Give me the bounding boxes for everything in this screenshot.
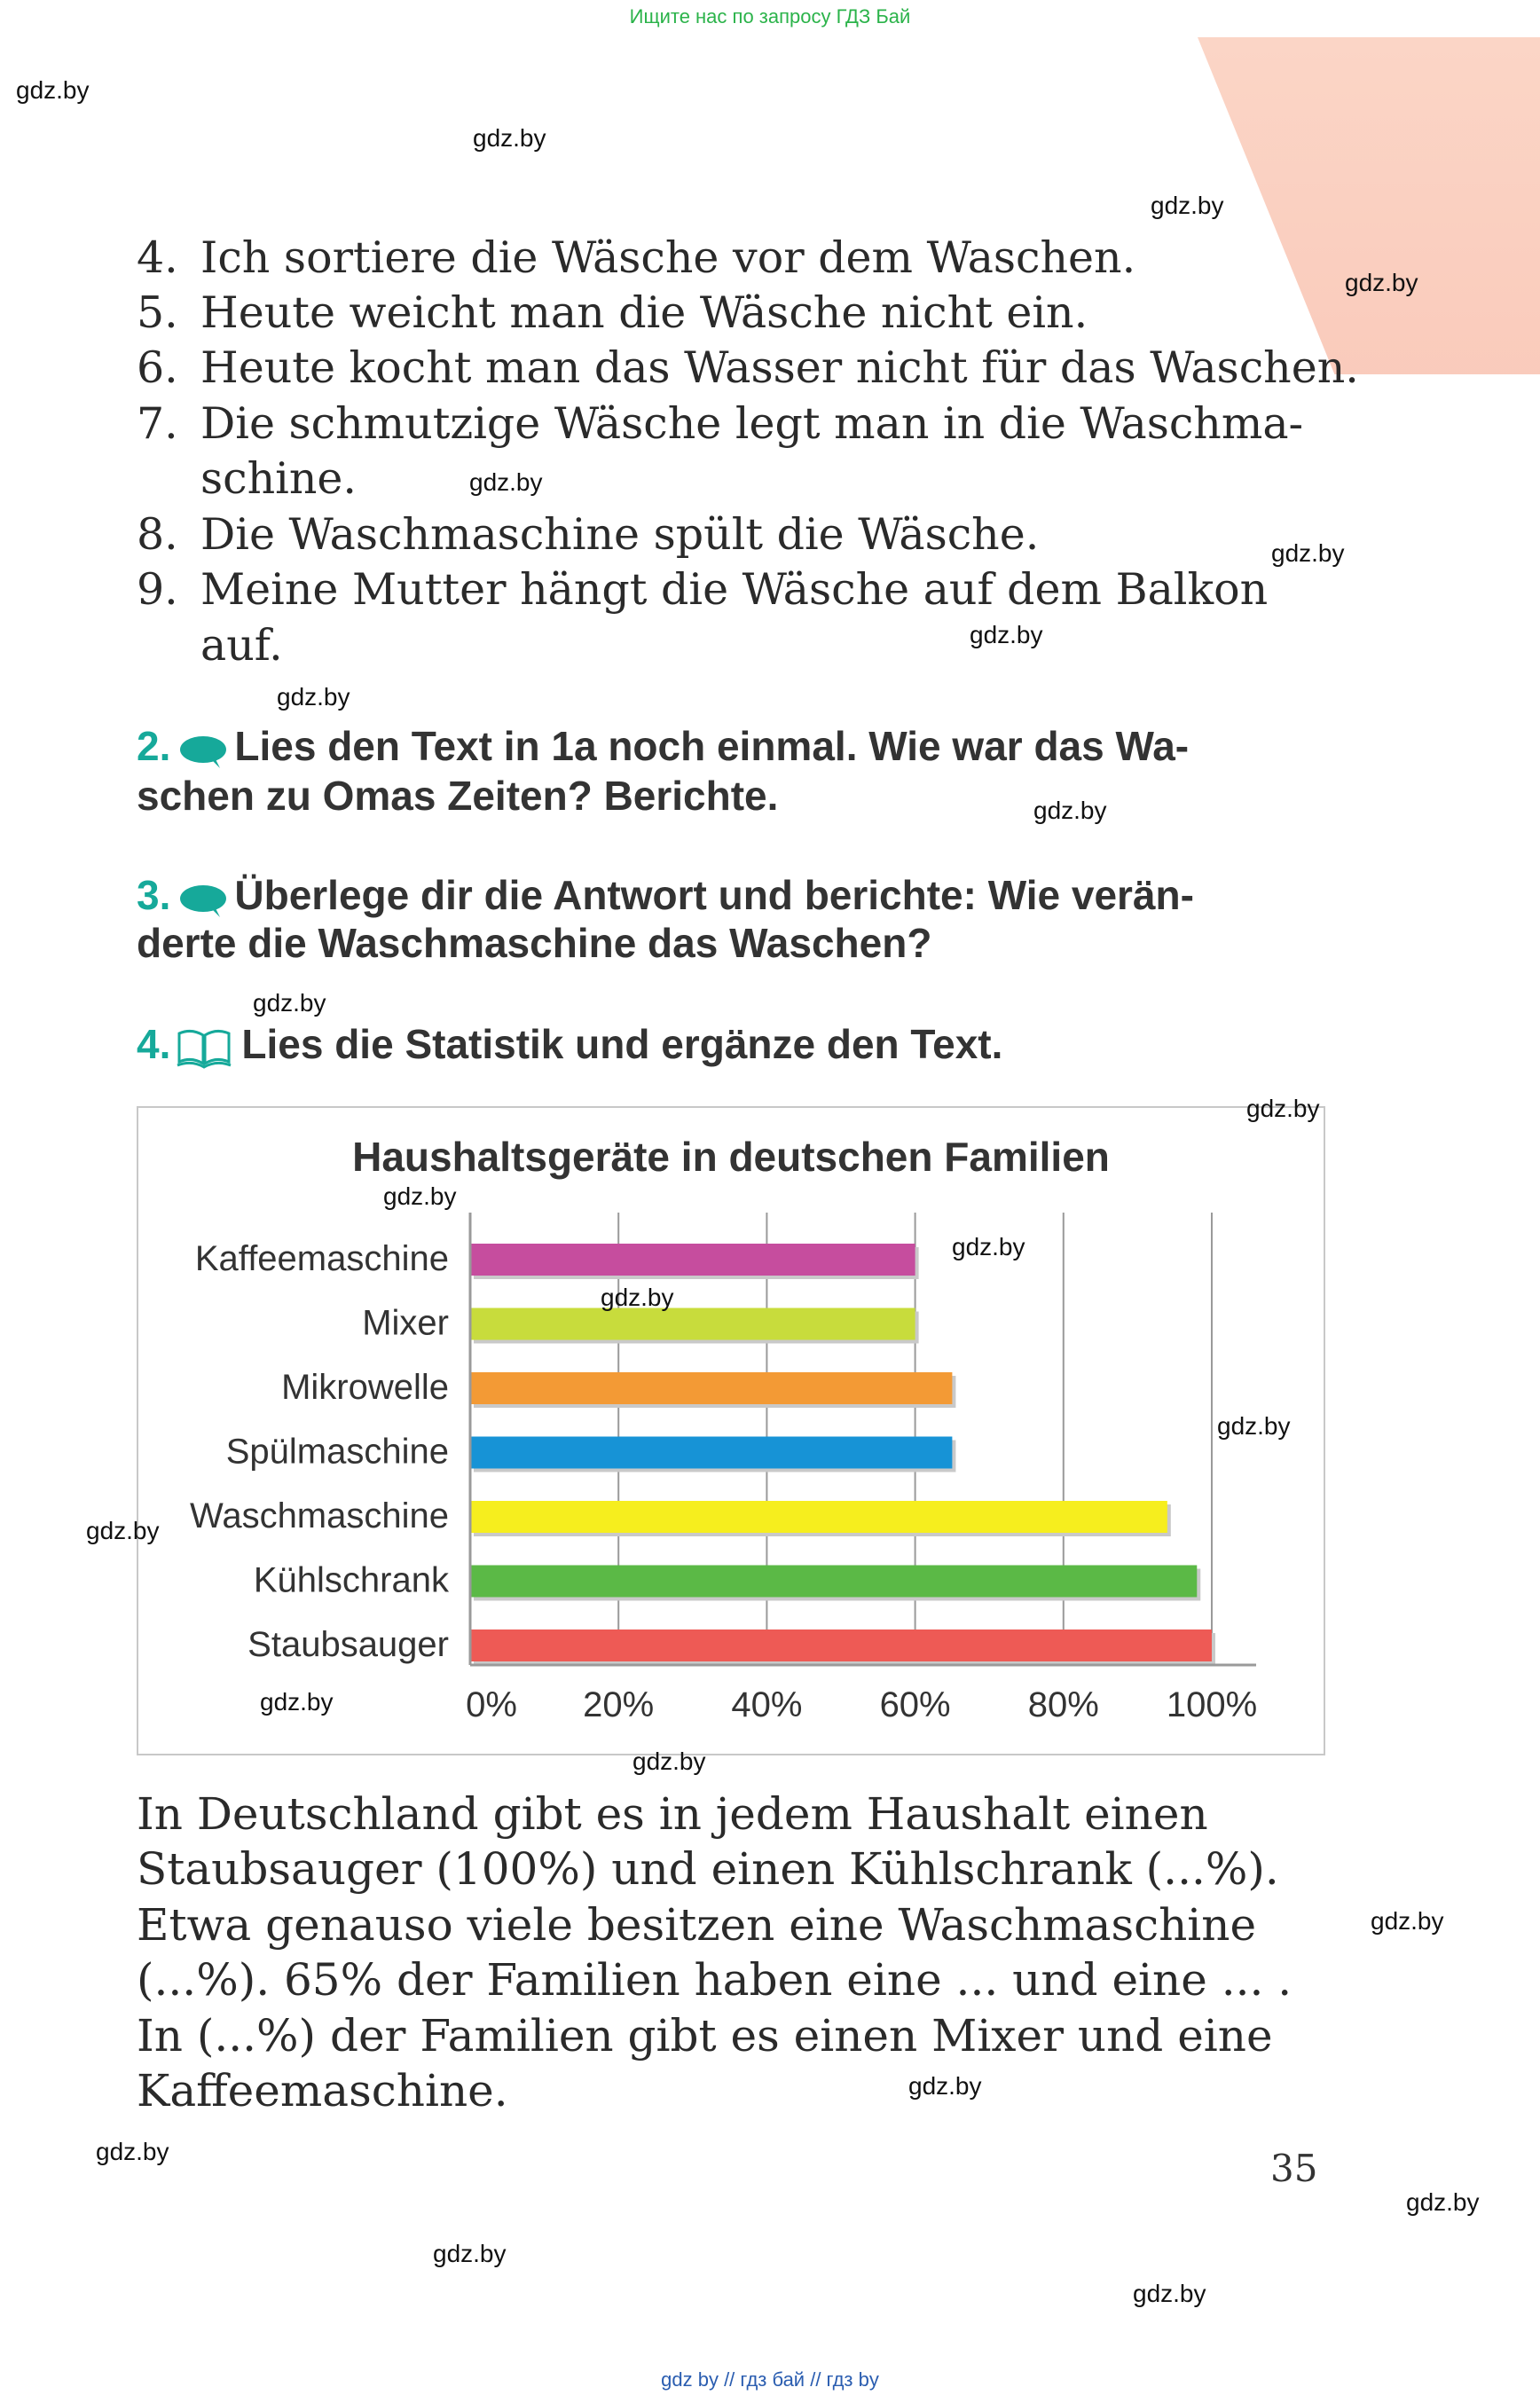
task-text: Lies den Text in 1a noch einmal. Wie war das Wa- [234, 723, 1190, 769]
book-icon [176, 1026, 232, 1069]
list-text: schine. [200, 453, 357, 504]
bar [470, 1566, 1197, 1598]
statistics-chart [137, 1106, 1325, 1755]
watermark-text: gdz.by [908, 2072, 982, 2100]
category-label: Waschmaschine [190, 1496, 449, 1535]
footer-links: gdz by // гдз бай // гдз by [661, 2368, 879, 2391]
category-label: Mikrowelle [281, 1368, 449, 1407]
list-text: Heute weicht man die Wäsche nicht ein. [200, 287, 1088, 338]
watermark-text: gdz.by [1033, 797, 1107, 824]
watermark-text: gdz.by [96, 2138, 169, 2165]
category-label: Kaffeemaschine [194, 1239, 449, 1278]
list-text: Die Waschmaschine spült die Wäsche. [200, 509, 1040, 560]
tick-label: 80% [1027, 1685, 1099, 1724]
list-item [137, 287, 1088, 338]
watermark-text: gdz.by [1371, 1907, 1444, 1935]
list-item [137, 342, 1359, 393]
list-item [137, 620, 283, 671]
watermark-text: gdz.by [632, 1747, 706, 1775]
task-number: 2. [137, 723, 171, 769]
bar [470, 1501, 1167, 1533]
corner-decoration [1198, 37, 1540, 374]
list-text: auf. [200, 620, 283, 671]
page-number: 35 [1270, 2147, 1318, 2190]
tick-label: 60% [879, 1685, 951, 1724]
tick-label: 100% [1166, 1685, 1258, 1724]
list-text: Meine Mutter hängt die Wäsche auf dem Balkon [200, 564, 1269, 615]
watermark-text: gdz.by [277, 683, 350, 711]
text-line: Etwa genauso viele besitzen eine Waschmaschine [137, 1899, 1257, 1951]
category-label: Kühlschrank [253, 1560, 449, 1600]
list-text: Ich sortiere die Wäsche vor dem Waschen. [200, 232, 1136, 283]
task-2-line-2: schen zu Omas Zeiten? Berichte. [137, 773, 779, 819]
watermark-text: gdz.by [1246, 1095, 1320, 1122]
tick-label: 20% [583, 1685, 655, 1724]
watermark-text: gdz.by [469, 468, 543, 496]
list-number: 9. [137, 564, 178, 615]
watermark-text: gdz.by [260, 1688, 334, 1716]
text-line: In Deutschland gibt es in jedem Haushalt einen [137, 1788, 1208, 1840]
watermark-text: gdz.by [1271, 539, 1345, 567]
bar-chart [138, 1108, 1324, 1754]
watermark-text: gdz.by [16, 76, 90, 104]
task-4-line-1 [137, 1020, 1002, 1069]
list-item [137, 509, 1039, 560]
speech-bubble-icon [176, 881, 227, 916]
list-text: Heute kocht man das Wasser nicht für das Waschen. [200, 342, 1359, 393]
bar [470, 1372, 952, 1404]
task-3-line-2: derte die Waschmaschine das Waschen? [137, 920, 932, 966]
list-item [137, 564, 1268, 615]
bar [470, 1437, 952, 1469]
bar [470, 1244, 915, 1276]
list-number: 6. [137, 342, 178, 393]
watermark-text: gdz.by [86, 1517, 160, 1544]
watermark-text: gdz.by [473, 124, 546, 152]
watermark-text: gdz.by [1217, 1412, 1291, 1440]
watermark-text: gdz.by [1406, 2188, 1480, 2216]
watermark-text: gdz.by [601, 1284, 674, 1311]
task-number: 3. [137, 872, 171, 918]
text-line: Kaffeemaschine. [137, 2065, 508, 2116]
list-number: 5. [137, 287, 178, 338]
watermark-text: gdz.by [253, 989, 326, 1017]
watermark-text: gdz.by [1151, 192, 1224, 219]
list-number: 8. [137, 509, 178, 560]
task-3-line-1 [137, 871, 1194, 919]
watermark-text: gdz.by [970, 621, 1043, 648]
chart-title: Haushaltsgeräte in deutschen Familien [352, 1134, 1110, 1180]
bar [470, 1308, 915, 1340]
category-label: Spülmaschine [225, 1432, 449, 1472]
watermark-text: gdz.by [1345, 269, 1418, 296]
tick-label: 0% [466, 1685, 517, 1724]
task-text: Überlege dir die Antwort und berichte: Wie verän- [234, 872, 1194, 918]
bar [470, 1629, 1212, 1661]
watermark-text: gdz.by [952, 1233, 1025, 1260]
tick-label: 40% [731, 1685, 803, 1724]
list-item [137, 453, 357, 504]
category-label: Staubsauger [248, 1625, 449, 1664]
text-line: Staubsauger (100%) und einen Kühlschrank (...%). [137, 1843, 1279, 1895]
task-2-line-1 [137, 722, 1189, 770]
task-text: Lies die Statistik und ergänze den Text. [241, 1021, 1003, 1067]
list-text: Die schmutzige Wäsche legt man in die Waschma- [200, 398, 1304, 449]
text-line: (...%). 65% der Familien haben eine ... und eine ... . [137, 1954, 1292, 2006]
list-number: 7. [137, 398, 178, 449]
list-item [137, 398, 1303, 449]
list-item [137, 232, 1135, 283]
list-number: 4. [137, 232, 178, 283]
top-note: Ищите нас по запросу ГДЗ Бай [629, 5, 911, 27]
watermark-text: gdz.by [433, 2240, 507, 2267]
task-number: 4. [137, 1021, 171, 1067]
watermark-text: gdz.by [383, 1182, 457, 1210]
speech-bubble-icon [176, 732, 227, 767]
watermark-text: gdz.by [1133, 2280, 1206, 2307]
category-label: Mixer [362, 1303, 449, 1343]
text-line: In (...%) der Familien gibt es einen Mixer und eine [137, 2010, 1273, 2061]
